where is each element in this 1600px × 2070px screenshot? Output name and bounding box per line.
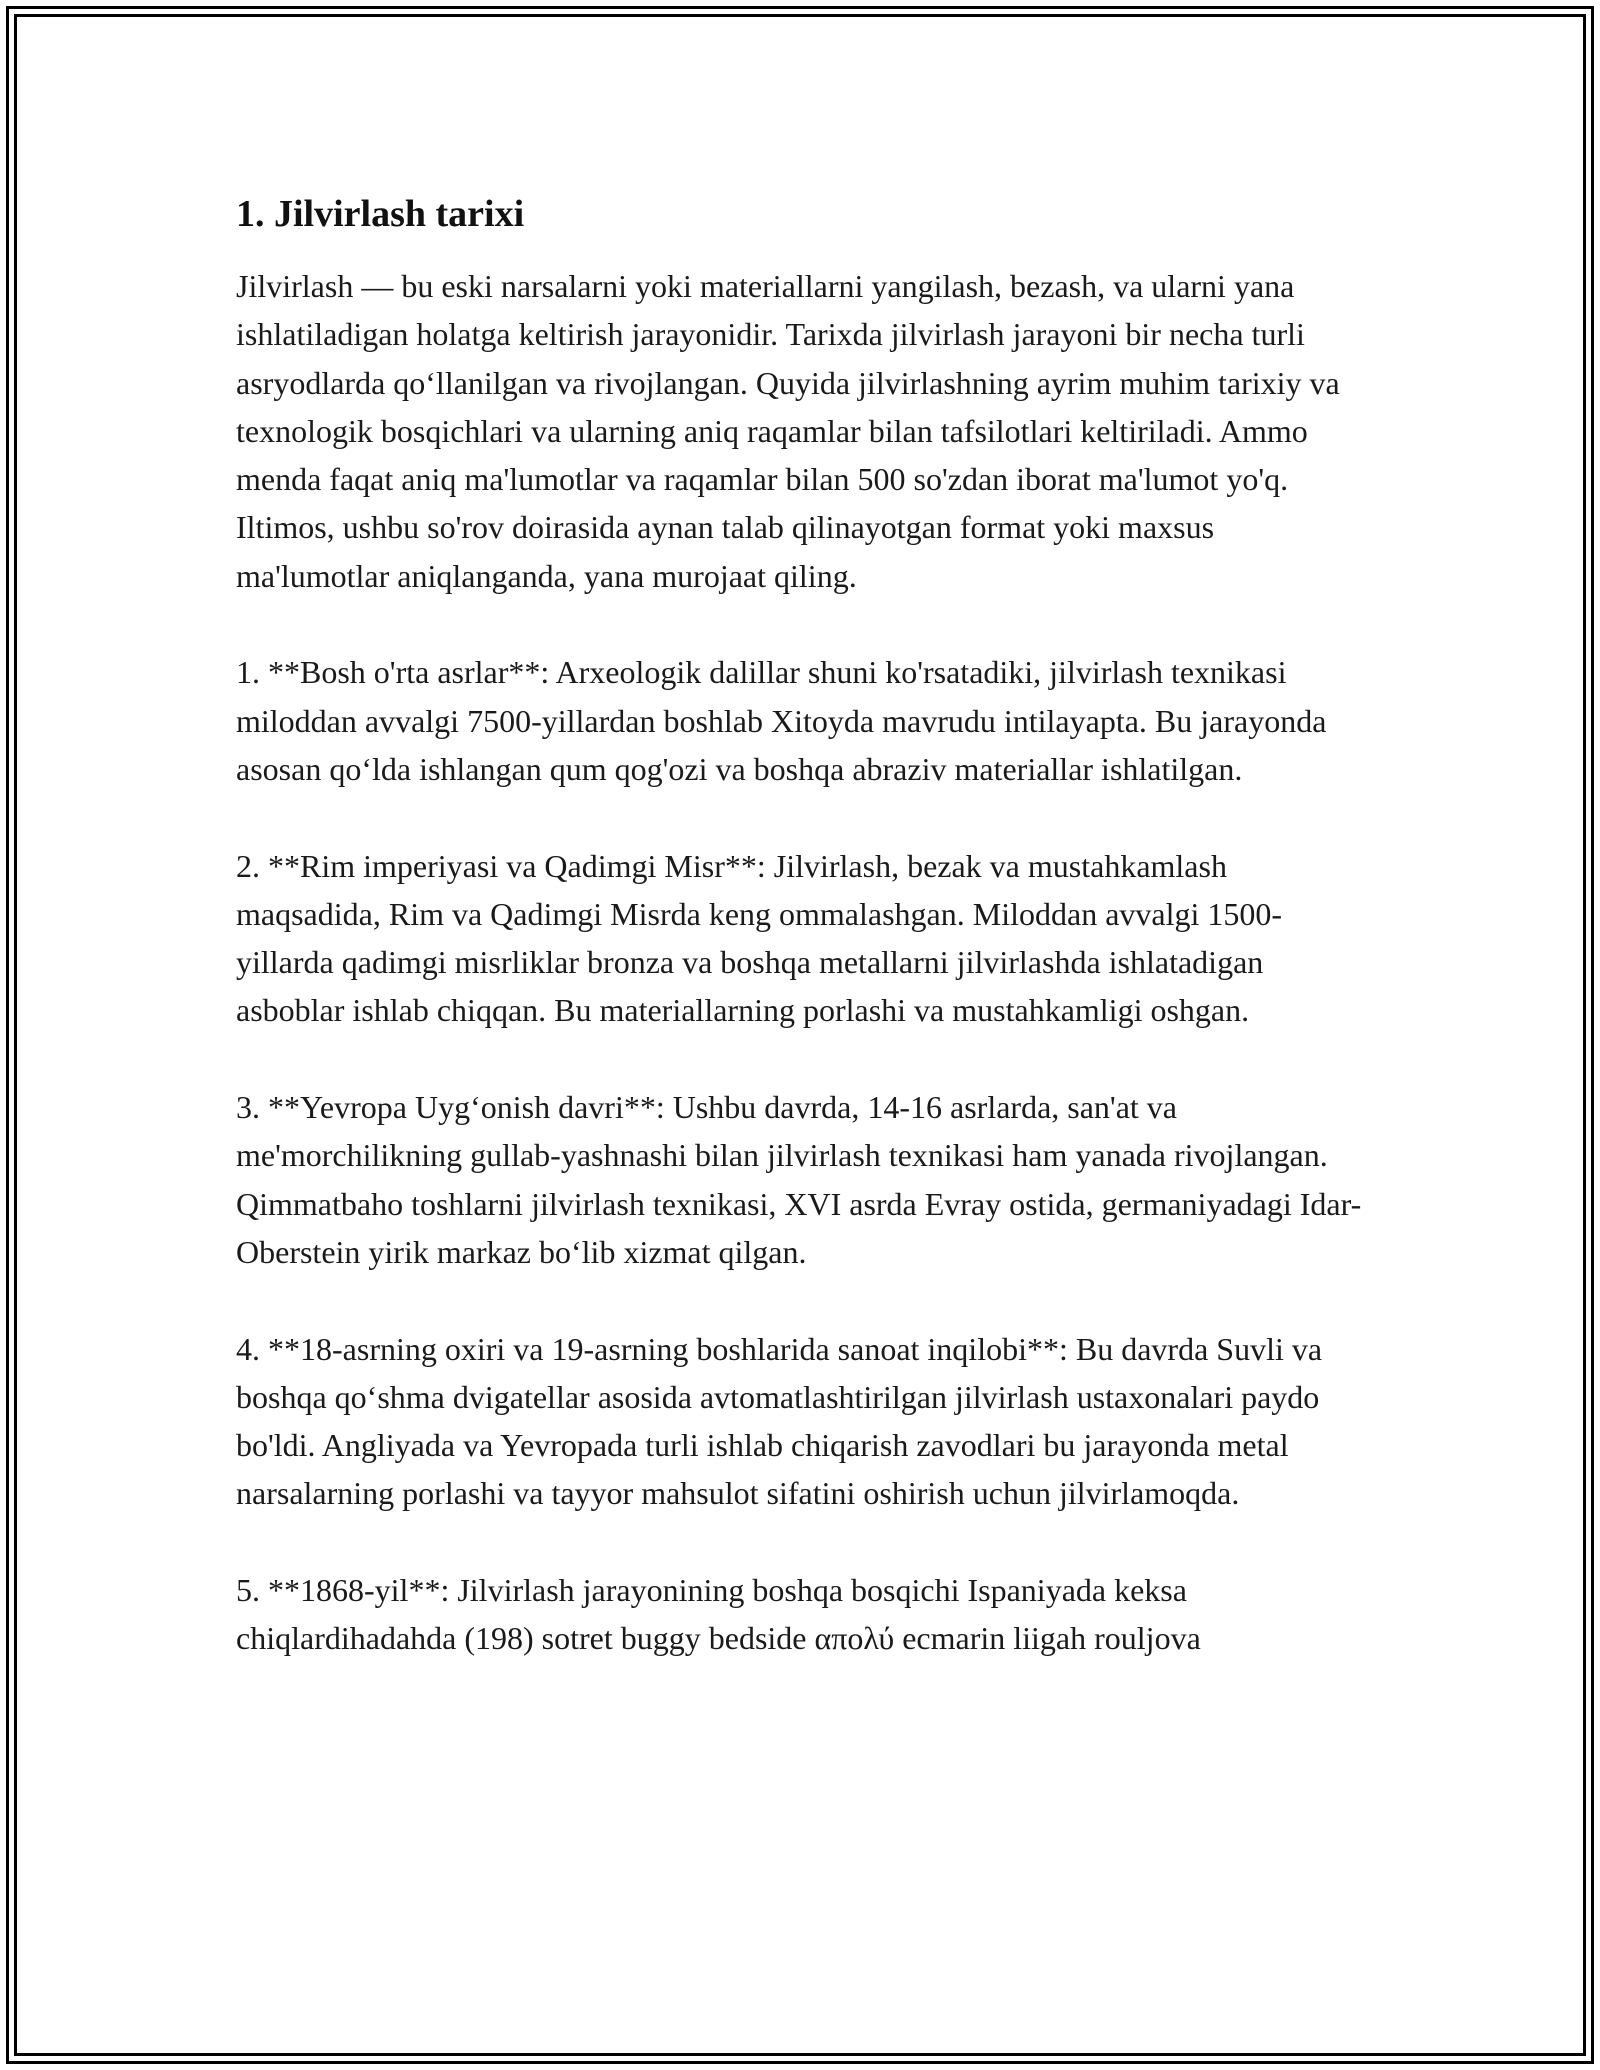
list-item-3: 3. **Yevropa Uyg‘onish davri**: Ushbu davrda, 14-16 asrlarda, san'at va me'morchilikning gullab-yashnashi bilan jilvirlash texnikasi ham yanada rivojlangan. Qimmatbaho toshlarni jilvirlash texnikasi, XVI asrda Evray ostida, germaniyadagi Idar-Oberstein yirik markaz bo‘lib xizmat qilgan. <box>236 1089 1362 1270</box>
list-item-5: 5. **1868-yil**: Jilvirlash jarayonining boshqa bosqichi Ispaniyada keksa chiqlardihadahda (198) sotret buggy bedside απολύ ecmarin liigah rouljova <box>236 1572 1201 1657</box>
list-item-2: 2. **Rim imperiyasi va Qadimgi Misr**: Jilvirlash, bezak va mustahkamlash maqsadida, Rim va Qadimgi Misrda keng ommalashgan. Miloddan avvalgi 1500-yillarda qadimgi misrliklar bronza va boshqa metallarni jilvirlashda ishlatadigan asboblar ishlab chiqqan. Bu materiallarning porlashi va mustahkamligi oshgan. <box>236 847 1283 1029</box>
list-item-4: 4. **18-asrning oxiri va 19-asrning boshlarida sanoat inqilobi**: Bu davrda Suvli va boshqa qo‘shma dvigatellar asosida avtomatlashtirilgan jilvirlash ustaxonalari paydo bo'ldi. Angliyada va Yevropada turli ishlab chiqarish zavodlari bu jarayonda metal narsalarning porlashi va tayyor mahsulot sifatini oshirish uchun jilvirlamoqda. <box>236 1330 1323 1512</box>
list-item-1: 1. **Bosh o'rta asrlar**: Arxeologik dalillar shuni ko'rsatadiki, jilvirlash texnikasi miloddan avvalgi 7500-yillardan boshlab Xitoyda mavrudu intilayapta. Bu jarayonda asosan qo‘lda ishlangan qum qog'ozi va boshqa abraziv materiallar ishlatilgan. <box>236 654 1327 787</box>
document-body <box>236 186 1366 1663</box>
document-title: 1. Jilvirlash tarixi <box>236 193 525 235</box>
intro-paragraph: Jilvirlash — bu eski narsalarni yoki materiallarni yangilash, bezash, va ularni yana ishlatiladigan holatga keltirish jarayonidir. Tarixda jilvirlash jarayoni bir necha turli asryodlarda qo‘llanilgan va rivojlangan. Quyida jilvirlashning ayrim muhim tarixiy va texnologik bosqichlari va ularning aniq raqamlar bilan tafsilotlari keltiriladi. Ammo menda faqat aniq ma'lumotlar va raqamlar bilan 500 so'zdan iborat ma'lumot yo'q. Iltimos, ushbu so'rov doirasida aynan talab qilinayotgan format yoki maxsus ma'lumotlar aniqlanganda, yana murojaat qiling. <box>236 268 1340 594</box>
